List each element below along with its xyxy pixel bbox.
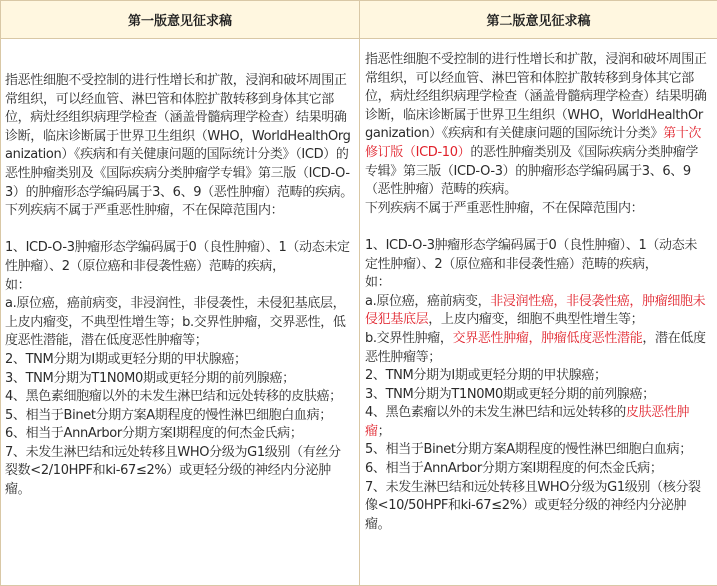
exclusion-item-3: 3、TNM分期为T1N0M0期或更轻分期的前列腺癌； [5,370,295,386]
exclusion-item-2: 2、TNM分期为Ⅰ期或更轻分期的甲状腺癌； [365,368,607,384]
changed-text: 非浸润性癌，非侵袭性癌，肿瘤细胞未侵犯基底层 [365,293,706,328]
exclusion-item-4: 4、黑色素细胞瘤以外的未发生淋巴结和远处转移的皮肤癌； [5,389,342,405]
first-draft-cell [1,39,360,586]
changed-text: 皮肤恶性肿瘤 [365,405,690,439]
spacer [5,221,353,240]
exclusion-item-6: 6、相当于AnnArbor分期方案Ⅰ期程度的何杰金氏病； [365,461,663,477]
exclusion-item-6: 6、相当于AnnArbor分期方案Ⅰ期程度的何杰金氏病； [5,426,303,442]
exclusion-item-7: 7、未发生淋巴结和远处转移且WHO分级为G1级别（核分裂像<10/50HPF和ki-67≤2%）或更轻分级的神经内分泌肿瘤。 [365,479,701,532]
spacer [365,218,709,237]
content-row [1,39,717,586]
exclusion-item-7: 7、未发生淋巴结和远处转移且WHO分级为G1级别（有丝分裂数<2/10HPF和ki-67≤2%）或更轻分级的神经内分泌肿瘤。 [5,444,341,498]
exclusion-item-4: 4、黑色素瘤以外的未发生淋巴结和远处转移的皮肤恶性肿瘤； [365,405,690,439]
exclusion-item-1-a: a.原位癌，癌前病变，非浸润性癌，非侵袭性癌，肿瘤细胞未侵犯基底层，上皮内瘤变，细胞不典型性增生等； [365,293,706,328]
exclusion-item-1-detail: a.原位癌，癌前病变，非浸润性，非侵袭性，未侵犯基底层，上皮内瘤变，不典型性增生等；b.交界性肿瘤，交界恶性，低度恶性潜能，潜在低度恶性肿瘤等； [5,296,346,349]
exclusion-intro: 下列疾病不属于严重恶性肿瘤，不在保障范围内： [5,203,284,219]
exclusion-item-1-such-as: 如： [365,275,391,291]
second-draft-text [360,39,717,534]
exclusion-item-5: 5、相当于Binet分期方案A期程度的慢性淋巴细胞白血病； [5,407,332,423]
changed-text: 第十次修订版（ICD-10） [365,126,702,160]
exclusion-item-2: 2、TNM分期为Ⅰ期或更轻分期的甲状腺癌； [5,351,247,367]
exclusion-item-1-such-as: 如： [5,277,31,293]
exclusion-item-5: 5、相当于Binet分期方案A期程度的慢性淋巴细胞白血病； [365,442,692,458]
exclusion-item-1-b: b.交界性肿瘤，交界恶性肿瘤，肿瘤低度恶性潜能，潜在低度恶性肿瘤等； [365,330,706,365]
header-first-draft: 第一版意见征求稿 [1,1,360,39]
header-second-draft: 第二版意见征求稿 [360,1,717,39]
exclusion-intro: 下列疾病不属于严重恶性肿瘤，不在保障范围内： [365,200,644,216]
exclusion-item-1: 1、ICD-O-3肿瘤形态学编码属于0（良性肿瘤）、1（动态未定性肿瘤）、2（原位癌和非侵袭性癌）范畴的疾病， [365,237,697,272]
changed-text: 交界恶性肿瘤，肿瘤低度恶性潜能 [452,330,643,346]
header-row [1,1,717,39]
exclusion-item-3: 3、TNM分期为T1N0M0期或更轻分期的前列腺癌； [365,386,655,402]
second-draft-cell [360,39,717,586]
first-draft-text [1,39,359,500]
definition-paragraph: 指恶性细胞不受控制的进行性增长和扩散，浸润和破坏周围正常组织，可以经血管、淋巴管和体腔扩散转移到身体其它部位，病灶经组织病理学检查（涵盖骨髓病理学检查）结果明确诊断，临床诊断属于世界卫生组织（WHO，WorldHealthOrganization）《疾病和有关健康问题的国际统计分类》（ICD）的恶性肿瘤类别及《国际疾病分类肿瘤学专辑》第三版（ICD-O-3）的肿瘤形态学编码属于3、6、9（恶性肿瘤）范畴的疾病。 [5,73,353,200]
exclusion-item-1: 1、ICD-O-3肿瘤形态学编码属于0（良性肿瘤）、1（动态未定性肿瘤）、2（原位癌和非侵袭性癌）范畴的疾病， [5,240,350,274]
definition-paragraph: 指恶性细胞不受控制的进行性增长和扩散，浸润和破坏周围正常组织，可以经血管、淋巴管和体腔扩散转移到身体其它部位，病灶经组织病理学检查（涵盖骨髓病理学检查）结果明确诊断，临床诊断属于世界卫生组织（WHO，WorldHealthOrganization）《疾病和有关健康问题的国际统计分类》第十次修订版（ICD-10）的恶性肿瘤类别及《国际疾病分类肿瘤学专辑》第三版（ICD-O-3）的肿瘤形态学编码属于3、6、9（恶性肿瘤）范畴的疾病。 [365,52,707,198]
